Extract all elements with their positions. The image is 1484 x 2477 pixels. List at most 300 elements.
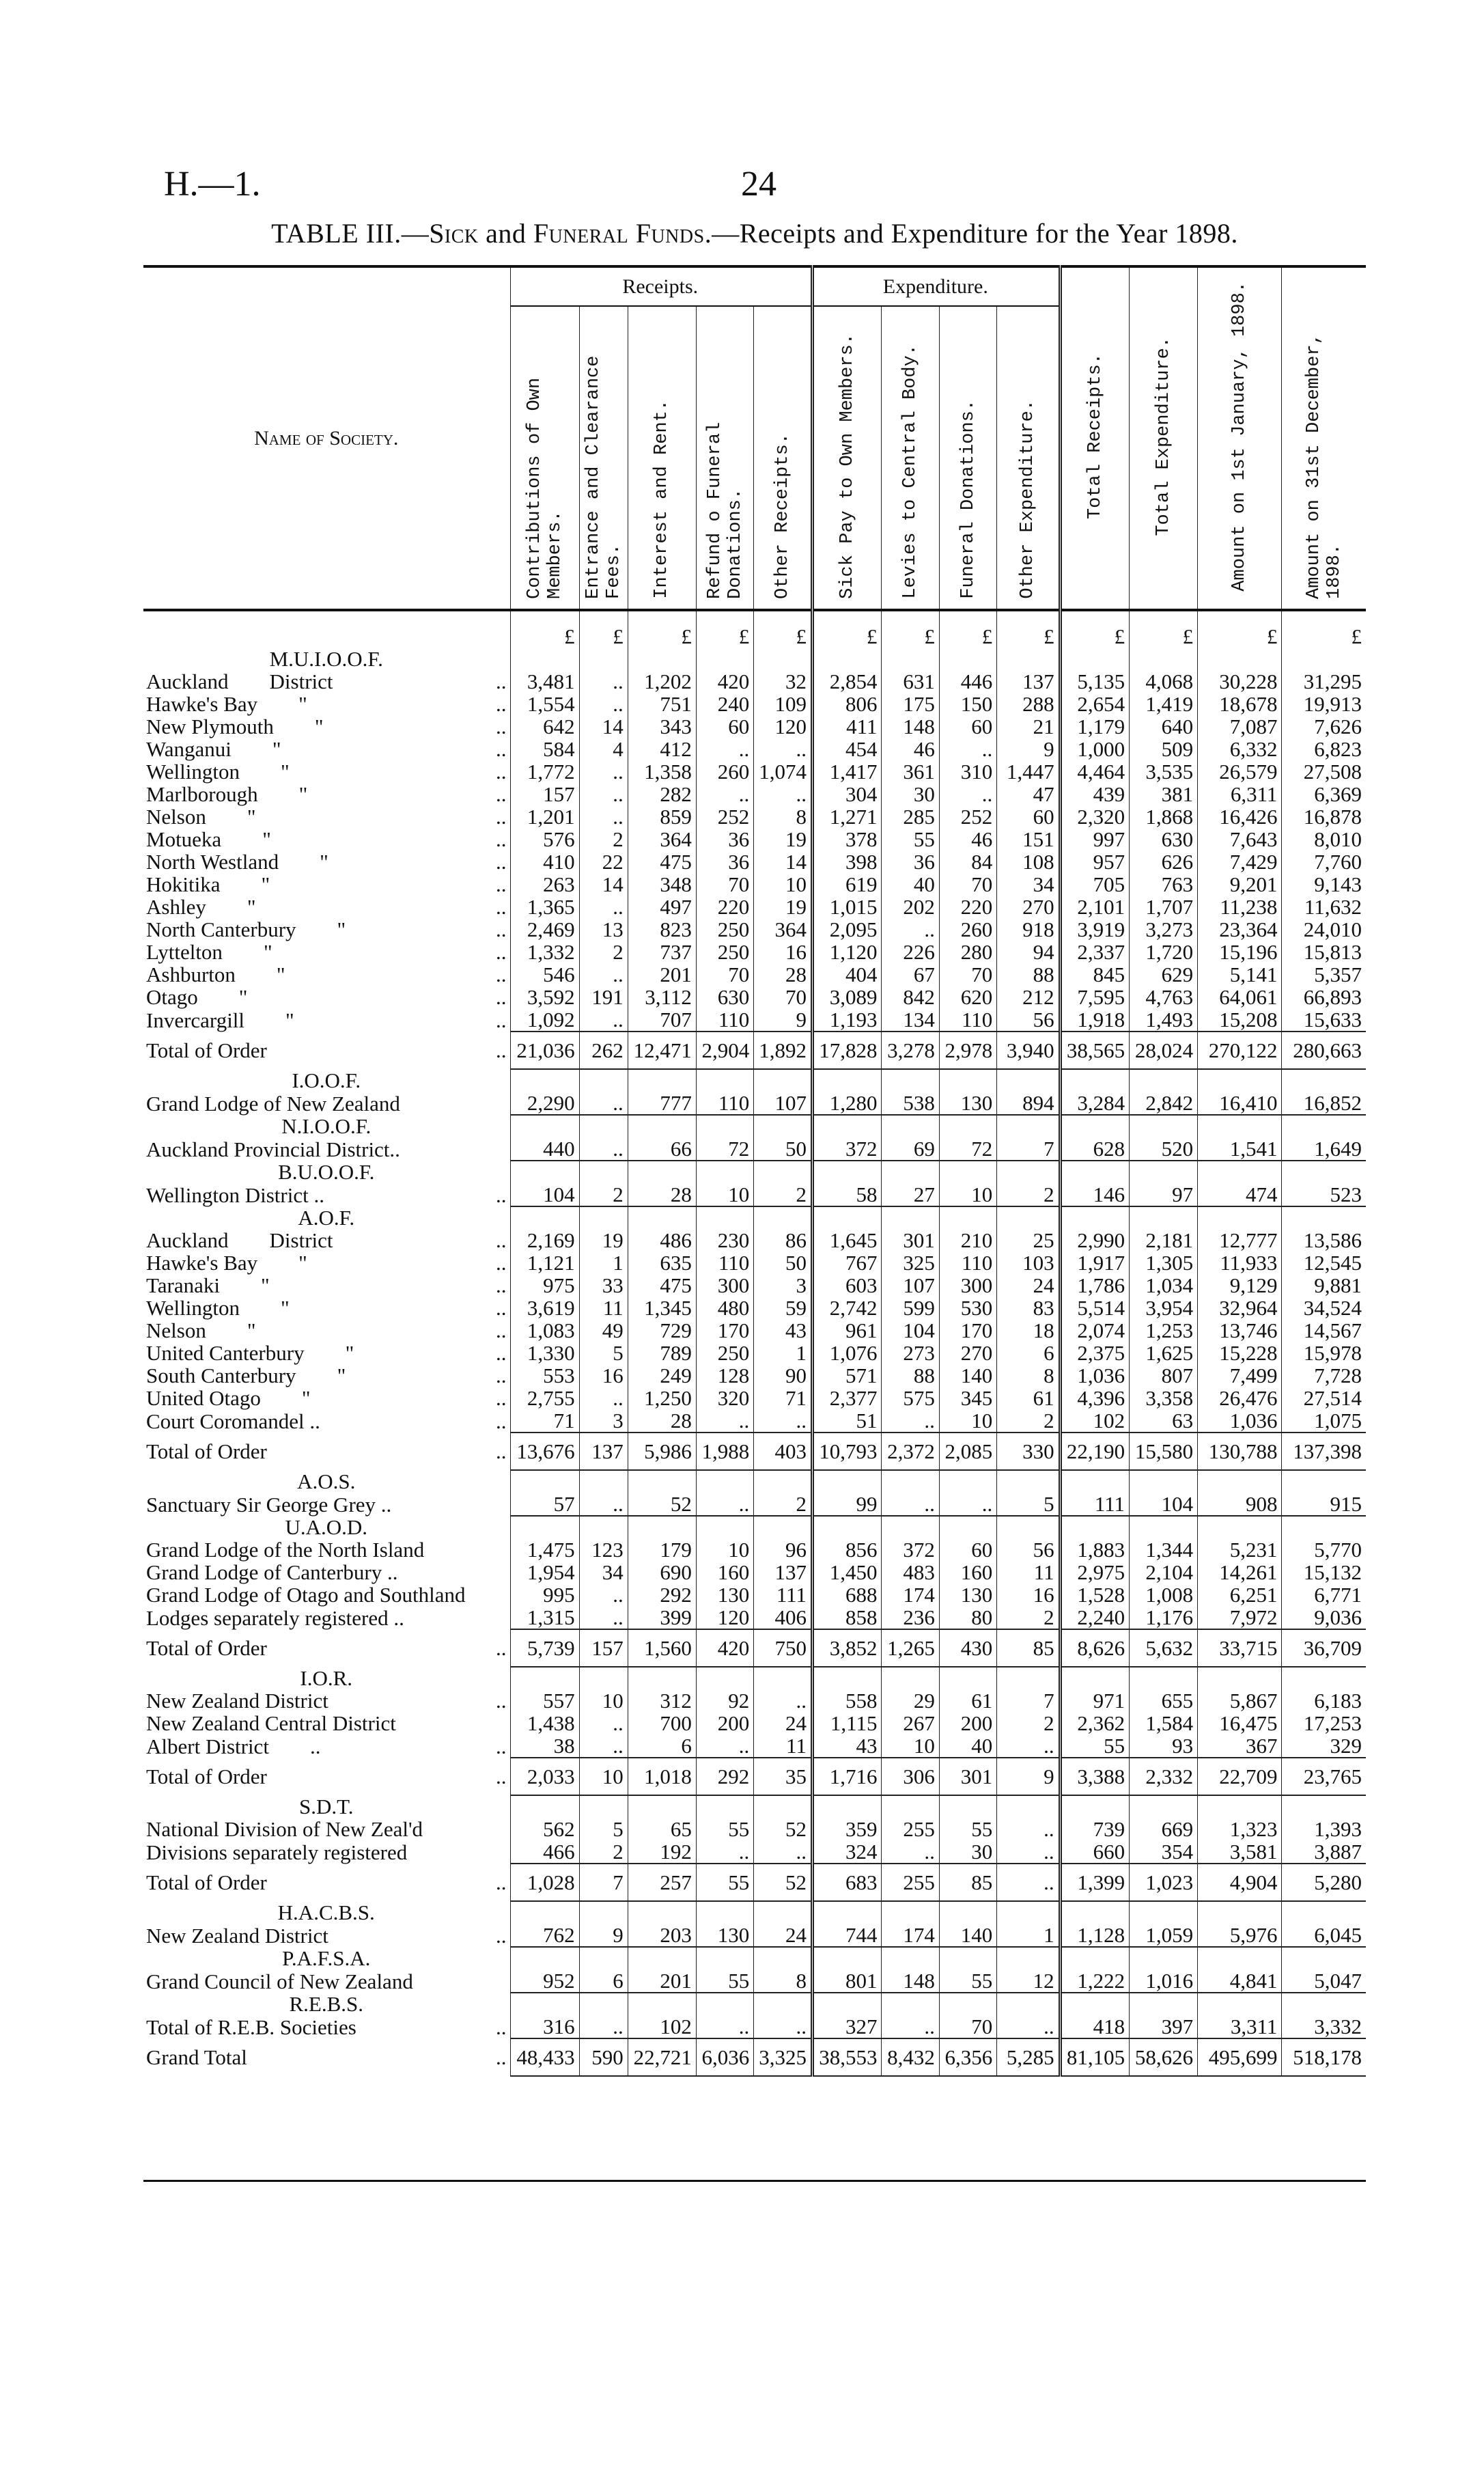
row-label: Hawke's Bay — [146, 692, 258, 716]
cell-value: .. — [939, 738, 996, 760]
title-and: and — [478, 218, 533, 249]
cell-value: 38,565 — [1060, 1032, 1129, 1069]
cell-value: 3,112 — [628, 986, 696, 1008]
cell-value: 7 — [579, 1864, 628, 1901]
cell-value: 110 — [696, 1008, 753, 1032]
cell-value: 102 — [628, 2015, 696, 2038]
cell-value: 30,228 — [1198, 670, 1282, 693]
society-name — [143, 1689, 511, 1712]
cell-value: 174 — [882, 1924, 939, 1947]
row-label-suffix: " — [261, 1273, 270, 1297]
row-label: Hawke's Bay — [146, 1251, 258, 1275]
cell-value: 12,471 — [628, 1032, 696, 1069]
cell-value: 111 — [1060, 1493, 1129, 1516]
row-label: North Canterbury — [146, 917, 296, 941]
cell-value: .. — [579, 1387, 628, 1409]
row-label: Auckland — [146, 1228, 229, 1252]
table-row — [143, 1229, 1366, 1251]
table-row — [143, 1274, 1366, 1297]
cell-value: 120 — [696, 1606, 753, 1629]
cell-value: 40 — [939, 1734, 996, 1758]
leader-dots: .. — [495, 1008, 507, 1032]
cell-value: .. — [939, 1493, 996, 1516]
cell-value: .. — [696, 1734, 753, 1758]
row-label: Total of Order — [146, 1870, 267, 1894]
cell-value: 1,083 — [511, 1319, 579, 1342]
cell-value: 70 — [696, 963, 753, 986]
column-header: Sick Pay to Own Members. — [813, 306, 882, 610]
cell-value: 5,231 — [1198, 1538, 1282, 1561]
society-name — [143, 941, 511, 963]
society-name — [143, 1493, 511, 1516]
society-name — [143, 760, 511, 783]
cell-value: 367 — [1198, 1734, 1282, 1758]
column-header: Amount on 31st December, 1898. — [1282, 266, 1366, 610]
row-label: South Canterbury — [146, 1364, 296, 1387]
cell-value: 801 — [813, 1969, 882, 1993]
grand-total-row — [143, 2038, 1366, 2076]
row-label: Marlborough — [146, 782, 258, 806]
cell-value: 359 — [813, 1818, 882, 1840]
cell-value: 1,475 — [511, 1538, 579, 1561]
cell-value: 397 — [1130, 2015, 1198, 2038]
cell-value: 1,332 — [511, 941, 579, 963]
cell-value: 60 — [696, 715, 753, 738]
title-prefix: TABLE III.— — [271, 218, 430, 249]
currency-symbol: £ — [1198, 610, 1282, 648]
cell-value: .. — [754, 2015, 813, 2038]
society-name — [143, 783, 511, 805]
cell-value: 55 — [939, 1818, 996, 1840]
cell-value: 629 — [1130, 963, 1198, 986]
cell-value: 110 — [939, 1251, 996, 1274]
leader-dots: .. — [495, 2015, 507, 2039]
row-label: Wellington — [146, 1296, 240, 1320]
cell-value: 6 — [628, 1734, 696, 1758]
row-label: North Westland — [146, 850, 279, 874]
title-funeral: Funeral Funds — [533, 218, 705, 249]
cell-value: 1,250 — [628, 1387, 696, 1409]
cell-value: 952 — [511, 1969, 579, 1993]
row-label-suffix: " — [285, 1008, 294, 1032]
cell-value: 250 — [696, 918, 753, 941]
cell-value: 22,190 — [1060, 1433, 1129, 1470]
cell-value: 361 — [882, 760, 939, 783]
leader-dots: .. — [495, 850, 507, 874]
table-row — [143, 1689, 1366, 1712]
cell-value: 590 — [579, 2038, 628, 2076]
cell-value: 10,793 — [813, 1433, 882, 1470]
cell-value: 174 — [882, 1583, 939, 1606]
society-name — [143, 828, 511, 850]
cell-value: 71 — [511, 1409, 579, 1433]
cell-value: 420 — [696, 670, 753, 693]
row-label: Grand Lodge of Canterbury .. — [146, 1560, 398, 1584]
order-name: B.U.O.O.F. — [278, 1160, 375, 1184]
cell-value: 104 — [1130, 1493, 1198, 1516]
cell-value: 25 — [997, 1229, 1060, 1251]
row-label-suffix: " — [276, 963, 285, 986]
row-label-suffix: " — [263, 940, 272, 964]
order-heading-row — [143, 1667, 1366, 1689]
cell-value: 29 — [882, 1689, 939, 1712]
cell-value: 1,330 — [511, 1342, 579, 1364]
cell-value: 310 — [939, 760, 996, 783]
cell-value: 957 — [1060, 850, 1129, 873]
cell-value: .. — [939, 783, 996, 805]
table-row — [143, 1342, 1366, 1364]
cell-value: 372 — [882, 1538, 939, 1561]
cell-value: 5,357 — [1282, 963, 1366, 986]
bottom-rule — [143, 2180, 1366, 2182]
cell-value: 2 — [754, 1493, 813, 1516]
cell-value: 2 — [579, 1840, 628, 1864]
cell-value: 1,036 — [1198, 1409, 1282, 1433]
cell-value: 1,179 — [1060, 715, 1129, 738]
currency-row — [143, 610, 1366, 648]
leader-dots: .. — [495, 1870, 507, 1894]
cell-value: .. — [579, 1606, 628, 1629]
cell-value: 252 — [939, 805, 996, 828]
cell-value: 1,008 — [1130, 1583, 1198, 1606]
cell-value: 412 — [628, 738, 696, 760]
cell-value: 2,755 — [511, 1387, 579, 1409]
cell-value: 894 — [997, 1092, 1060, 1115]
leader-dots: .. — [495, 737, 507, 761]
cell-value: 11,632 — [1282, 896, 1366, 918]
society-name — [143, 1606, 511, 1629]
cell-value: 1,323 — [1198, 1818, 1282, 1840]
cell-value: 192 — [628, 1840, 696, 1864]
cell-value: 26,579 — [1198, 760, 1282, 783]
table-title — [195, 217, 1315, 249]
cell-value: 1,365 — [511, 896, 579, 918]
cell-value: 520 — [1130, 1137, 1198, 1161]
cell-value: 1,868 — [1130, 805, 1198, 828]
cell-value: 2,375 — [1060, 1342, 1129, 1364]
row-label: Wellington — [146, 760, 240, 784]
cell-value: 440 — [511, 1137, 579, 1161]
row-label-suffix: " — [281, 1296, 290, 1320]
cell-value: 7,087 — [1198, 715, 1282, 738]
cell-value: 2,654 — [1060, 693, 1129, 715]
cell-value: 301 — [882, 1229, 939, 1251]
cell-value: .. — [696, 2015, 753, 2038]
cell-value: 49 — [579, 1319, 628, 1342]
cell-value: 2,095 — [813, 918, 882, 941]
row-label: Lodges separately registered .. — [146, 1605, 404, 1630]
column-header: Amount on 1st January, 1898. — [1198, 266, 1282, 610]
cell-value: 93 — [1130, 1734, 1198, 1758]
cell-value: 260 — [939, 918, 996, 941]
cell-value: 856 — [813, 1538, 882, 1561]
column-header: Funeral Donations. — [939, 306, 996, 610]
leader-dots: .. — [495, 917, 507, 941]
cell-value: 324 — [813, 1840, 882, 1864]
cell-value: 823 — [628, 918, 696, 941]
cell-value: 250 — [696, 941, 753, 963]
cell-value: 109 — [754, 693, 813, 715]
cell-value: 418 — [1060, 2015, 1129, 2038]
cell-value: 7,429 — [1198, 850, 1282, 873]
cell-value: .. — [579, 1583, 628, 1606]
cell-value: 1,265 — [882, 1629, 939, 1667]
cell-value: 1,450 — [813, 1561, 882, 1583]
cell-value: 1,649 — [1282, 1137, 1366, 1161]
currency-symbol: £ — [696, 610, 753, 648]
cell-value: 11,933 — [1198, 1251, 1282, 1274]
table-row — [143, 850, 1366, 873]
cell-value: 282 — [628, 783, 696, 805]
cell-value: 12,545 — [1282, 1251, 1366, 1274]
cell-value: 1,036 — [1060, 1364, 1129, 1387]
cell-value: 81,105 — [1060, 2038, 1129, 2076]
page-number: 24 — [741, 165, 776, 204]
cell-value: 642 — [511, 715, 579, 738]
cell-value: 304 — [813, 783, 882, 805]
table-row — [143, 2015, 1366, 2038]
cell-value: 5,141 — [1198, 963, 1282, 986]
cell-value: 273 — [882, 1342, 939, 1364]
cell-value: 250 — [696, 1342, 753, 1364]
cell-value: 59 — [754, 1297, 813, 1319]
cell-value: 255 — [882, 1864, 939, 1901]
cell-value: 845 — [1060, 963, 1129, 986]
cell-value: .. — [997, 1818, 1060, 1840]
column-header: Entrance and Clearance Fees. — [579, 306, 628, 610]
cell-value: 14 — [579, 715, 628, 738]
cell-value: 403 — [754, 1433, 813, 1470]
cell-value: 1,954 — [511, 1561, 579, 1583]
cell-value: 1,438 — [511, 1712, 579, 1734]
cell-value: 518,178 — [1282, 2038, 1366, 2076]
cell-value: 3,089 — [813, 986, 882, 1008]
cell-value: 10 — [754, 873, 813, 896]
cell-value: 8,010 — [1282, 828, 1366, 850]
table-row — [143, 1712, 1366, 1734]
cell-value: 14 — [754, 850, 813, 873]
cell-value: 2,181 — [1130, 1229, 1198, 1251]
leader-dots: .. — [495, 1439, 507, 1463]
cell-value: 14,261 — [1198, 1561, 1282, 1583]
cell-value: 16,852 — [1282, 1092, 1366, 1115]
cell-value: 475 — [628, 850, 696, 873]
cell-value: 8 — [754, 1969, 813, 1993]
row-label: National Division of New Zeal'd — [146, 1817, 423, 1841]
cell-value: 9,129 — [1198, 1274, 1282, 1297]
row-label-suffix: " — [301, 1386, 311, 1410]
table-row — [143, 1183, 1366, 1206]
cell-value: 12 — [997, 1969, 1060, 1993]
cell-value: 1,121 — [511, 1251, 579, 1274]
cell-value: 1,892 — [754, 1032, 813, 1069]
cell-value: 767 — [813, 1251, 882, 1274]
table-row — [143, 1818, 1366, 1840]
cell-value: 2,085 — [939, 1433, 996, 1470]
cell-value: 1,115 — [813, 1712, 882, 1734]
society-name — [143, 1924, 511, 1947]
cell-value: 640 — [1130, 715, 1198, 738]
cell-value: 1,201 — [511, 805, 579, 828]
order-heading-row — [143, 1470, 1366, 1493]
cell-value: 15,132 — [1282, 1561, 1366, 1583]
cell-value: 497 — [628, 896, 696, 918]
cell-value: 170 — [696, 1319, 753, 1342]
cell-value: 762 — [511, 1924, 579, 1947]
leader-dots: .. — [495, 1386, 507, 1410]
cell-value: 27,508 — [1282, 760, 1366, 783]
leader-dots: .. — [495, 1923, 507, 1948]
table-row — [143, 1409, 1366, 1433]
cell-value: 6,332 — [1198, 738, 1282, 760]
row-label-suffix: " — [247, 1318, 256, 1342]
cell-value: 1,707 — [1130, 896, 1198, 918]
cell-value: 480 — [696, 1297, 753, 1319]
cell-value: 343 — [628, 715, 696, 738]
cell-value: 538 — [882, 1092, 939, 1115]
currency-symbol: £ — [1060, 610, 1129, 648]
order-name: I.O.O.F. — [292, 1068, 361, 1092]
cell-value: 88 — [882, 1364, 939, 1387]
cell-value: 70 — [754, 986, 813, 1008]
cell-value: 300 — [696, 1274, 753, 1297]
cell-value: 30 — [882, 783, 939, 805]
cell-value: 475 — [628, 1274, 696, 1297]
cell-value: 30 — [939, 1840, 996, 1864]
society-name — [143, 1818, 511, 1840]
cell-value: 411 — [813, 715, 882, 738]
cell-value: 267 — [882, 1712, 939, 1734]
cell-value: 36 — [696, 850, 753, 873]
currency-symbol: £ — [939, 610, 996, 648]
cell-value: 2 — [997, 1183, 1060, 1206]
society-name — [143, 1969, 511, 1993]
cell-value: 22 — [579, 850, 628, 873]
cell-value: 249 — [628, 1364, 696, 1387]
cell-value: 64,061 — [1198, 986, 1282, 1008]
cell-value: 16,475 — [1198, 1712, 1282, 1734]
cell-value: 1,528 — [1060, 1583, 1129, 1606]
cell-value: 1,120 — [813, 941, 882, 963]
cell-value: 619 — [813, 873, 882, 896]
society-name — [143, 1734, 511, 1758]
cell-value: 28 — [754, 963, 813, 986]
row-label: Auckland Provincial District.. — [146, 1137, 400, 1161]
cell-value: 11 — [579, 1297, 628, 1319]
cell-value: .. — [696, 1840, 753, 1864]
document-reference: H.—1. — [164, 165, 261, 204]
cell-value: 94 — [997, 941, 1060, 963]
cell-value: 17,253 — [1282, 1712, 1366, 1734]
cell-value: 3,581 — [1198, 1840, 1282, 1864]
leader-dots: .. — [495, 1318, 507, 1342]
table-row — [143, 1561, 1366, 1583]
cell-value: .. — [696, 1493, 753, 1516]
cell-value: 137,398 — [1282, 1433, 1366, 1470]
row-label: Motueka — [146, 827, 222, 851]
table-row — [143, 896, 1366, 918]
cell-value: 9,036 — [1282, 1606, 1366, 1629]
cell-value: .. — [997, 1734, 1060, 1758]
cell-value: 316 — [511, 2015, 579, 2038]
cell-value: 128 — [696, 1364, 753, 1387]
cell-value: 430 — [939, 1629, 996, 1667]
cell-value: 33,715 — [1198, 1629, 1282, 1667]
society-name — [143, 1364, 511, 1387]
cell-value: 688 — [813, 1583, 882, 1606]
leader-dots: .. — [495, 895, 507, 919]
cell-value: .. — [997, 1864, 1060, 1901]
row-label: New Zealand Central District — [146, 1711, 396, 1735]
cell-value: 210 — [939, 1229, 996, 1251]
currency-symbol: £ — [628, 610, 696, 648]
cell-value: 454 — [813, 738, 882, 760]
cell-value: 43 — [813, 1734, 882, 1758]
row-label: Nelson — [146, 1318, 206, 1342]
cell-value: 807 — [1130, 1364, 1198, 1387]
cell-value: 859 — [628, 805, 696, 828]
cell-value: 700 — [628, 1712, 696, 1734]
leader-dots: .. — [495, 827, 507, 851]
cell-value: 354 — [1130, 1840, 1198, 1864]
cell-value: 1,988 — [696, 1433, 753, 1470]
column-header-name: Name of Society. — [143, 266, 511, 610]
cell-value: 750 — [754, 1629, 813, 1667]
currency-symbol: £ — [882, 610, 939, 648]
row-label: Total of R.E.B. Societies — [146, 2015, 356, 2039]
cell-value: .. — [579, 1008, 628, 1032]
cell-value: 14,567 — [1282, 1319, 1366, 1342]
leader-dots: .. — [495, 760, 507, 784]
order-heading-row — [143, 1947, 1366, 1969]
cell-value: 2,975 — [1060, 1561, 1129, 1583]
cell-value: 24 — [754, 1924, 813, 1947]
cell-value: 3,852 — [813, 1629, 882, 1667]
cell-value: 2 — [579, 1183, 628, 1206]
table-row — [143, 670, 1366, 693]
leader-dots: .. — [495, 1636, 507, 1660]
cell-value: 751 — [628, 693, 696, 715]
table-row — [143, 1924, 1366, 1947]
cell-value: 995 — [511, 1583, 579, 1606]
cell-value: 46 — [882, 738, 939, 760]
table-row — [143, 1969, 1366, 1993]
society-name — [143, 1092, 511, 1115]
cell-value: 1 — [579, 1251, 628, 1274]
cell-value: 1,271 — [813, 805, 882, 828]
cell-value: 576 — [511, 828, 579, 850]
cell-value: 5 — [579, 1818, 628, 1840]
cell-value: 36 — [882, 850, 939, 873]
cell-value: 2,842 — [1130, 1092, 1198, 1115]
cell-value: 4,464 — [1060, 760, 1129, 783]
table-row — [143, 1008, 1366, 1032]
cell-value: 34 — [997, 873, 1060, 896]
cell-value: 5 — [997, 1493, 1060, 1516]
cell-value: 255 — [882, 1818, 939, 1840]
cell-value: 3,388 — [1060, 1758, 1129, 1795]
cell-value: 509 — [1130, 738, 1198, 760]
cell-value: 19 — [754, 896, 813, 918]
cell-value: 11 — [754, 1734, 813, 1758]
cell-value: 19,913 — [1282, 693, 1366, 715]
cell-value: 9,143 — [1282, 873, 1366, 896]
cell-value: 58 — [813, 1183, 882, 1206]
cell-value: 202 — [882, 896, 939, 918]
leader-dots: .. — [495, 1734, 507, 1758]
row-label: New Plymouth — [146, 715, 274, 738]
society-name — [143, 1183, 511, 1206]
